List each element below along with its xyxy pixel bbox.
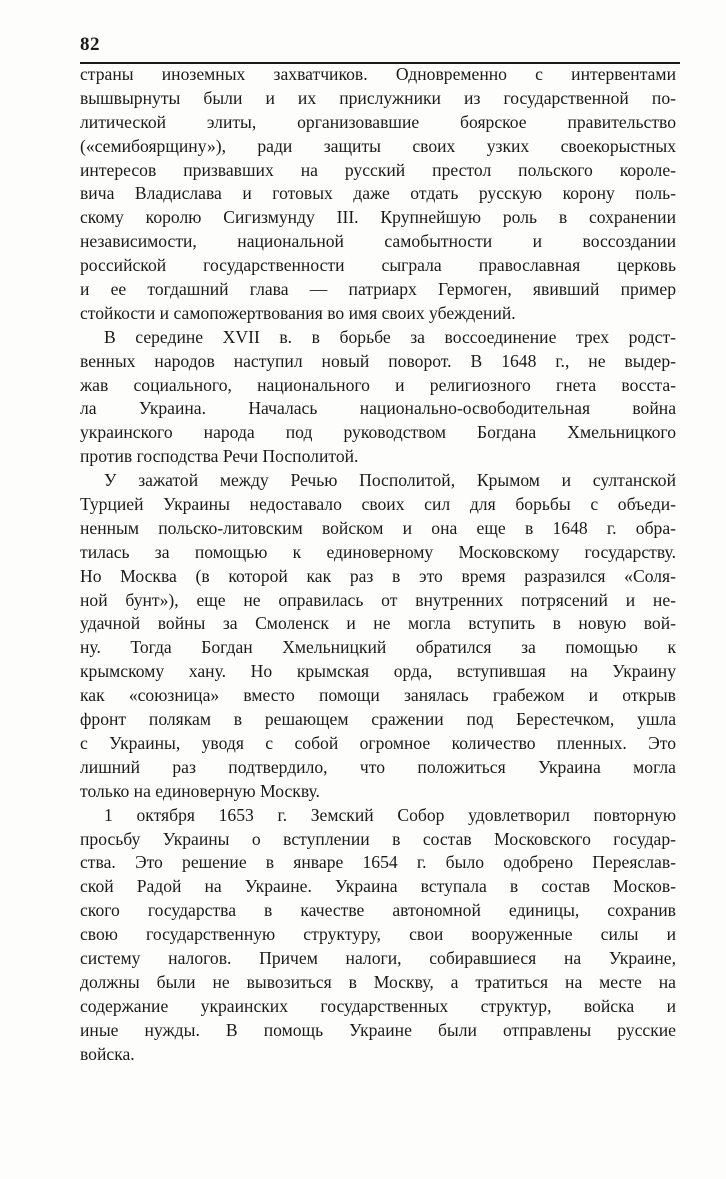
text-line: ла Украина. Началась национально-освободительная война — [80, 398, 676, 419]
text-line: удачной войны за Смоленск и не могла вступить в новую вой- — [80, 613, 676, 634]
paragraph — [80, 63, 676, 326]
text-line: только на единоверную Москву. — [80, 780, 320, 801]
text-line: Но Москва (в которой как раз в это время разразился «Соля- — [80, 565, 676, 586]
text-line: ского государства в качестве автономной единицы, сохранив — [80, 900, 676, 921]
text-line: 1 октября 1653 г. Земский Собор удовлетворил повторную — [104, 804, 676, 825]
text-line: свою государственную структуру, свои вооруженные силы и — [80, 924, 676, 945]
text-line: ства. Это решение в январе 1654 г. было одобрено Переяслав- — [80, 852, 676, 873]
text-line: систему налогов. Причем налоги, собиравшиеся на Украине, — [80, 947, 676, 968]
text-line: стойкости и самопожертвования во имя своих убеждений. — [80, 302, 516, 323]
text-line: В середине XVII в. в борьбе за воссоединение трех родст- — [104, 326, 676, 347]
paragraph — [80, 326, 676, 469]
text-line: вича Владислава и готовых даже отдать русскую корону поль- — [80, 183, 676, 204]
text-line: литической элиты, организовавшие боярское правительство — [80, 111, 676, 132]
text-line: против господства Речи Посполитой. — [80, 446, 359, 467]
text-line: ской Радой на Украине. Украина вступала в состав Москов- — [80, 876, 676, 897]
text-line: с Украины, уводя с собой огромное количество пленных. Это — [80, 732, 676, 753]
text-line: («семибоярщину»), ради защиты своих узких своекорыстных — [80, 135, 676, 156]
text-line: Турцией Украины недоставало своих сил для борьбы с объеди- — [80, 494, 676, 515]
text-line: ненным польско-литовским войском и она еще в 1648 г. обра- — [80, 517, 676, 538]
text-line: интересов призвавших на русский престол польского короле- — [80, 159, 676, 180]
paragraph — [80, 804, 676, 1067]
text-line: скому королю Сигизмунду III. Крупнейшую роль в сохранении — [80, 207, 676, 228]
text-line: просьбу Украины о вступлении в состав Московского государ- — [80, 828, 676, 849]
text-line: тилась за помощью к единоверному Московскому государству. — [80, 541, 676, 562]
text-line: содержание украинских государственных структур, войска и — [80, 995, 676, 1016]
text-line: и ее тогдашний глава — патриарх Гермоген, явивший пример — [80, 279, 676, 300]
text-column — [80, 63, 676, 1066]
text-line: российской государственности сыграла православная церковь — [80, 255, 676, 276]
text-line: венных народов наступил новый поворот. В 1648 г., не выдер- — [80, 350, 676, 371]
text-line: иные нужды. В помощь Украине были отправлены русские — [80, 1019, 676, 1040]
text-line: вышвырнуты были и их прислужники из государственной по- — [80, 87, 676, 108]
text-line: войска. — [80, 1043, 135, 1064]
text-line: жав социального, национального и религиозного гнета восста- — [80, 374, 676, 395]
text-line: фронт полякам в решающем сражении под Берестечком, ушла — [80, 709, 676, 730]
text-line: независимости, национальной самобытности и воссоздании — [80, 231, 676, 252]
text-line: ну. Тогда Богдан Хмельницкий обратился за помощью к — [80, 637, 676, 658]
text-line: страны иноземных захватчиков. Одновременно с интервентами — [80, 64, 676, 84]
text-line: как «союзница» вместо помощи занялась грабежом и открыв — [80, 685, 676, 706]
page-number: 82 — [80, 34, 100, 55]
text-line: должны были не вывозиться в Москву, а тратиться на месте на — [80, 971, 676, 992]
text-line: крымскому хану. Но крымская орда, вступившая на Украину — [80, 661, 676, 682]
text-line: У зажатой между Речью Посполитой, Крымом и султанской — [104, 470, 676, 491]
paragraph — [80, 469, 676, 803]
text-line: ной бунт»), еще не оправилась от внутренних потрясений и не- — [80, 589, 676, 610]
text-line: лишний раз подтвердило, что положиться Украина могла — [80, 756, 676, 777]
text-line: украинского народа под руководством Богдана Хмельницкого — [80, 422, 676, 443]
